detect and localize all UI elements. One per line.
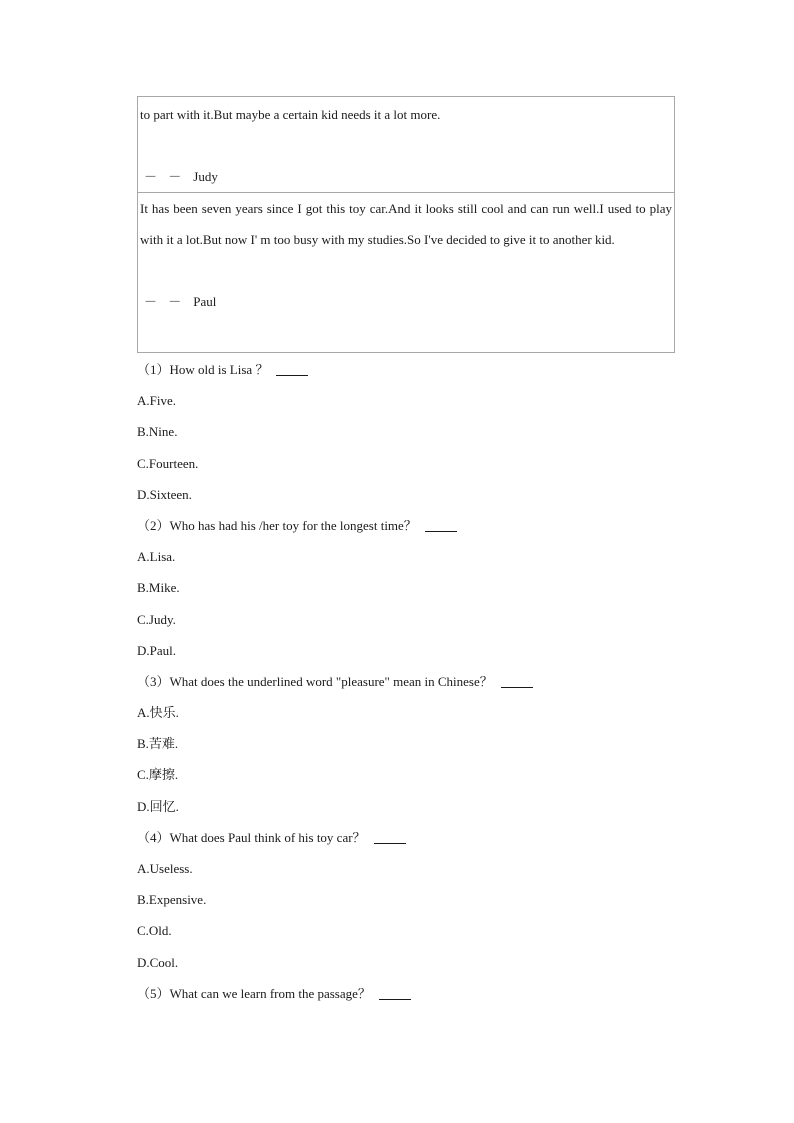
answer-option[interactable]: D.Sixteen. — [137, 486, 192, 502]
passage-table — [137, 96, 675, 353]
answer-blank[interactable] — [501, 673, 533, 688]
answer-option[interactable]: B.Nine. — [137, 424, 178, 440]
question-text: （5）What can we learn from the passage？ — [137, 985, 371, 1001]
passage-cell-judy — [138, 97, 675, 193]
passage-cell-paul — [138, 193, 675, 353]
question-text: （3）What does the underlined word "pleasure" mean in Chinese？ — [137, 673, 493, 689]
signature-name: Paul — [193, 294, 217, 309]
question-prompt — [137, 978, 677, 1009]
answer-option[interactable]: C.Old. — [137, 923, 172, 939]
answer-option[interactable]: B.苦难. — [137, 736, 179, 752]
answer-blank[interactable] — [379, 985, 411, 1000]
question-prompt — [137, 354, 677, 385]
answer-option[interactable]: A.Five. — [137, 393, 176, 409]
answer-blank[interactable] — [425, 517, 457, 532]
spacer-line — [140, 130, 672, 161]
signature-name: Judy — [193, 169, 218, 184]
answer-option[interactable]: D.Paul. — [137, 642, 176, 658]
question-text: （2）Who has had his /her toy for the longest time？ — [137, 517, 417, 533]
signature — [140, 286, 672, 317]
answer-option[interactable]: A.Useless. — [137, 861, 193, 876]
answer-option[interactable]: D.回忆. — [137, 798, 179, 814]
answer-option[interactable]: B.Expensive. — [137, 892, 207, 908]
question-prompt — [137, 666, 677, 697]
answer-option[interactable]: B.Mike. — [137, 580, 180, 596]
answer-option[interactable]: A.快乐. — [137, 705, 179, 721]
answer-blank[interactable] — [374, 829, 406, 844]
answer-option[interactable]: D.Cool. — [137, 954, 179, 970]
question-prompt — [137, 510, 677, 541]
signature — [140, 161, 672, 192]
answer-option[interactable]: C.摩擦. — [137, 767, 179, 783]
answer-option[interactable]: C.Fourteen. — [137, 455, 199, 471]
answer-option[interactable]: A.Lisa. — [137, 549, 176, 565]
question-text: （4）What does Paul think of his toy car？ — [137, 829, 366, 845]
signature-dash: － － — [144, 169, 186, 184]
question-list — [137, 354, 677, 1009]
answer-blank[interactable] — [276, 361, 308, 376]
passage-text: to part with it.But maybe a certain kid needs it a lot more. — [140, 107, 441, 122]
question-prompt — [137, 822, 677, 853]
passage-row — [138, 193, 675, 353]
answer-option[interactable]: C.Judy. — [137, 611, 176, 627]
signature-dash: － － — [144, 294, 186, 309]
question-text: （1）How old is Lisa ？ — [137, 362, 269, 377]
passage-text: It has been seven years since I got this toy car.And it looks still cool and can run well.I used to play with it a lot.But now I' m too busy with my studies.So I've decided to give it to another kid. — [140, 201, 672, 247]
spacer-line — [140, 255, 672, 286]
passage-row — [138, 97, 675, 193]
